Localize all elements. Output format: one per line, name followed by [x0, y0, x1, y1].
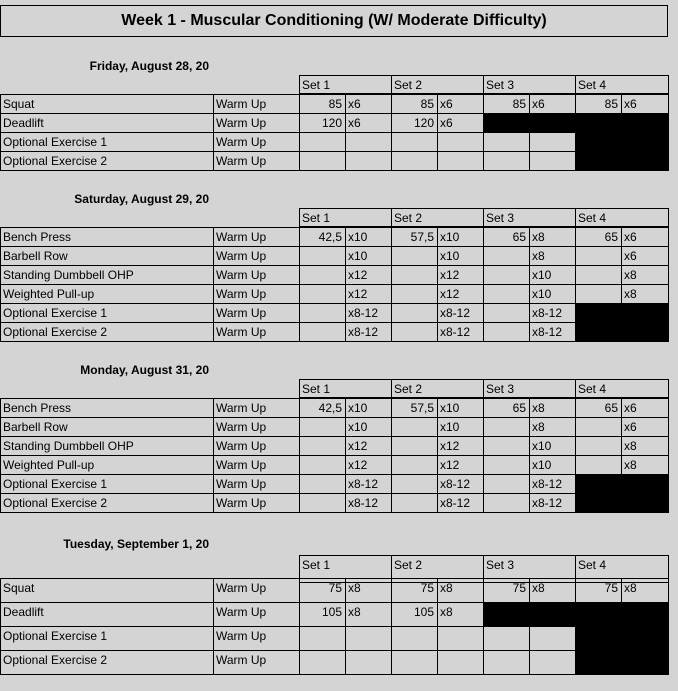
weight-cell[interactable] — [575, 455, 622, 475]
reps-cell[interactable]: x8-12 — [529, 493, 576, 513]
warm-up-cell[interactable]: Warm Up — [213, 151, 300, 171]
reps-cell[interactable]: x8 — [529, 246, 576, 266]
exercise-name[interactable]: Optional Exercise 2 — [0, 322, 214, 342]
weight-cell[interactable]: 120 — [391, 113, 438, 133]
weight-cell[interactable] — [299, 132, 346, 152]
exercise-name[interactable]: Optional Exercise 1 — [0, 132, 214, 152]
reps-cell[interactable] — [529, 626, 576, 651]
weight-cell[interactable] — [299, 455, 346, 475]
blocked-cell — [575, 322, 669, 342]
weight-cell[interactable] — [299, 474, 346, 494]
weight-cell[interactable] — [483, 132, 530, 152]
reps-cell[interactable]: x8-12 — [345, 493, 392, 513]
reps-cell[interactable]: x10 — [345, 227, 392, 247]
weight-cell[interactable]: 105 — [299, 602, 346, 627]
weight-cell[interactable]: 120 — [299, 113, 346, 133]
day-label: Tuesday, September 1, 20 — [63, 537, 209, 551]
weight-cell[interactable] — [299, 436, 346, 456]
blocked-cell — [575, 650, 669, 675]
reps-cell[interactable] — [437, 151, 484, 171]
reps-cell[interactable]: x10 — [437, 417, 484, 437]
weight-cell[interactable] — [575, 417, 622, 437]
warm-up-cell[interactable]: Warm Up — [213, 436, 300, 456]
warm-up-cell[interactable]: Warm Up — [213, 493, 300, 513]
weight-cell[interactable] — [483, 303, 530, 323]
weight-cell[interactable] — [483, 436, 530, 456]
weight-cell[interactable] — [299, 303, 346, 323]
reps-cell[interactable] — [345, 626, 392, 651]
weight-cell[interactable]: 65 — [483, 398, 530, 418]
weight-cell[interactable] — [299, 626, 346, 651]
reps-cell[interactable]: x6 — [621, 227, 669, 247]
reps-cell[interactable]: x8-12 — [437, 322, 484, 342]
blocked-cell — [575, 602, 669, 627]
weight-cell[interactable]: 75 — [391, 578, 438, 603]
exercise-name[interactable]: Barbell Row — [0, 246, 214, 266]
reps-cell[interactable] — [437, 132, 484, 152]
exercise-name[interactable]: Optional Exercise 1 — [0, 303, 214, 323]
weight-cell[interactable]: 65 — [575, 398, 622, 418]
reps-cell[interactable]: x12 — [345, 265, 392, 285]
weight-cell[interactable]: 85 — [575, 94, 622, 114]
blocked-cell — [575, 303, 669, 323]
weight-cell[interactable]: 42,5 — [299, 398, 346, 418]
reps-cell[interactable]: x8-12 — [437, 303, 484, 323]
blocked-cell — [575, 626, 669, 651]
reps-cell[interactable]: x12 — [437, 455, 484, 475]
reps-cell[interactable]: x12 — [345, 455, 392, 475]
weight-cell[interactable] — [483, 246, 530, 266]
exercise-name[interactable]: Weighted Pull-up — [0, 284, 214, 304]
blocked-cell — [575, 474, 669, 494]
reps-cell[interactable] — [437, 650, 484, 675]
set-header: Set 4 — [575, 555, 669, 583]
reps-cell[interactable]: x10 — [529, 436, 576, 456]
day-label: Friday, August 28, 20 — [89, 59, 209, 73]
weight-cell[interactable]: 65 — [483, 227, 530, 247]
weight-cell[interactable] — [575, 246, 622, 266]
set-header: Set 1 — [299, 75, 392, 94]
weight-cell[interactable]: 75 — [575, 578, 622, 603]
blocked-cell — [575, 493, 669, 513]
reps-cell[interactable]: x8 — [621, 578, 669, 603]
reps-cell[interactable]: x8 — [621, 436, 669, 456]
weight-cell[interactable] — [299, 493, 346, 513]
reps-cell[interactable]: x6 — [621, 246, 669, 266]
set-header: Set 2 — [391, 208, 484, 227]
blocked-cell — [575, 113, 669, 133]
reps-cell[interactable]: x6 — [345, 113, 392, 133]
reps-cell[interactable] — [529, 151, 576, 171]
weight-cell[interactable] — [299, 650, 346, 675]
weight-cell[interactable]: 42,5 — [299, 227, 346, 247]
exercise-name[interactable]: Optional Exercise 2 — [0, 650, 214, 675]
weight-cell[interactable] — [391, 322, 438, 342]
warm-up-cell[interactable]: Warm Up — [213, 246, 300, 266]
reps-cell[interactable] — [529, 132, 576, 152]
reps-cell[interactable] — [437, 626, 484, 651]
warm-up-cell[interactable]: Warm Up — [213, 626, 300, 651]
reps-cell[interactable]: x12 — [437, 436, 484, 456]
reps-cell[interactable]: x12 — [345, 284, 392, 304]
set-header: Set 1 — [299, 555, 392, 583]
blocked-cell — [483, 113, 576, 133]
weight-cell[interactable] — [483, 493, 530, 513]
weight-cell[interactable] — [299, 322, 346, 342]
warm-up-cell[interactable]: Warm Up — [213, 265, 300, 285]
exercise-name[interactable]: Standing Dumbbell OHP — [0, 265, 214, 285]
weight-cell[interactable]: 75 — [299, 578, 346, 603]
reps-cell[interactable]: x8 — [529, 398, 576, 418]
reps-cell[interactable]: x10 — [437, 227, 484, 247]
weight-cell[interactable] — [483, 322, 530, 342]
weight-cell[interactable] — [483, 151, 530, 171]
reps-cell[interactable]: x6 — [437, 94, 484, 114]
weight-cell[interactable] — [575, 284, 622, 304]
weight-cell[interactable] — [299, 151, 346, 171]
weight-cell[interactable]: 75 — [483, 578, 530, 603]
set-header: Set 1 — [299, 379, 392, 398]
weight-cell[interactable]: 57,5 — [391, 227, 438, 247]
reps-cell[interactable]: x8-12 — [437, 493, 484, 513]
exercise-name[interactable]: Weighted Pull-up — [0, 455, 214, 475]
weight-cell[interactable]: 85 — [391, 94, 438, 114]
exercise-name[interactable]: Bench Press — [0, 398, 214, 418]
exercise-name[interactable]: Optional Exercise 2 — [0, 493, 214, 513]
weight-cell[interactable] — [391, 246, 438, 266]
reps-cell[interactable] — [345, 650, 392, 675]
set-header: Set 3 — [483, 555, 576, 583]
reps-cell[interactable]: x8-12 — [345, 474, 392, 494]
weight-cell[interactable] — [391, 284, 438, 304]
warm-up-cell[interactable]: Warm Up — [213, 455, 300, 475]
set-header: Set 4 — [575, 75, 669, 94]
reps-cell[interactable]: x6 — [437, 113, 484, 133]
weight-cell[interactable] — [391, 151, 438, 171]
reps-cell[interactable]: x6 — [621, 398, 669, 418]
exercise-name[interactable]: Squat — [0, 578, 214, 603]
weight-cell[interactable] — [483, 417, 530, 437]
reps-cell[interactable]: x6 — [529, 94, 576, 114]
reps-cell[interactable]: x8 — [529, 227, 576, 247]
exercise-name[interactable]: Optional Exercise 1 — [0, 626, 214, 651]
reps-cell[interactable]: x8-12 — [529, 322, 576, 342]
set-header: Set 2 — [391, 75, 484, 94]
warm-up-cell[interactable]: Warm Up — [213, 284, 300, 304]
weight-cell[interactable] — [299, 284, 346, 304]
warm-up-cell[interactable]: Warm Up — [213, 322, 300, 342]
reps-cell[interactable]: x8 — [621, 284, 669, 304]
exercise-name[interactable]: Deadlift — [0, 602, 214, 627]
reps-cell[interactable]: x8-12 — [437, 474, 484, 494]
set-header: Set 2 — [391, 555, 484, 583]
reps-cell[interactable]: x10 — [529, 284, 576, 304]
warm-up-cell[interactable]: Warm Up — [213, 132, 300, 152]
reps-cell[interactable]: x8 — [437, 578, 484, 603]
reps-cell[interactable] — [345, 151, 392, 171]
set-header: Set 3 — [483, 379, 576, 398]
set-header: Set 3 — [483, 208, 576, 227]
warm-up-cell[interactable]: Warm Up — [213, 650, 300, 675]
reps-cell[interactable]: x8 — [437, 602, 484, 627]
weight-cell[interactable] — [483, 455, 530, 475]
reps-cell[interactable]: x6 — [345, 94, 392, 114]
reps-cell[interactable]: x8 — [345, 578, 392, 603]
reps-cell[interactable]: x8 — [621, 455, 669, 475]
reps-cell[interactable]: x12 — [345, 436, 392, 456]
reps-cell[interactable]: x8-12 — [345, 322, 392, 342]
page-title[interactable]: Week 1 - Muscular Conditioning (W/ Moderate Difficulty) — [0, 5, 668, 37]
set-header: Set 3 — [483, 75, 576, 94]
reps-cell[interactable]: x8-12 — [529, 303, 576, 323]
exercise-name[interactable]: Deadlift — [0, 113, 214, 133]
exercise-name[interactable]: Standing Dumbbell OHP — [0, 436, 214, 456]
reps-cell[interactable]: x8 — [529, 578, 576, 603]
weight-cell[interactable]: 65 — [575, 227, 622, 247]
exercise-name[interactable]: Optional Exercise 2 — [0, 151, 214, 171]
weight-cell[interactable] — [483, 284, 530, 304]
day-label: Monday, August 31, 20 — [80, 363, 209, 377]
weight-cell[interactable] — [391, 650, 438, 675]
reps-cell[interactable]: x10 — [345, 398, 392, 418]
weight-cell[interactable]: 57,5 — [391, 398, 438, 418]
set-header: Set 2 — [391, 379, 484, 398]
exercise-name[interactable]: Bench Press — [0, 227, 214, 247]
blocked-cell — [575, 132, 669, 152]
warm-up-cell[interactable]: Warm Up — [213, 94, 300, 114]
weight-cell[interactable] — [575, 436, 622, 456]
reps-cell[interactable]: x8 — [345, 602, 392, 627]
weight-cell[interactable] — [483, 650, 530, 675]
weight-cell[interactable] — [391, 417, 438, 437]
reps-cell[interactable]: x8-12 — [345, 303, 392, 323]
reps-cell[interactable]: x10 — [345, 417, 392, 437]
day-label: Saturday, August 29, 20 — [74, 192, 209, 206]
weight-cell[interactable] — [299, 265, 346, 285]
reps-cell[interactable]: x10 — [437, 398, 484, 418]
reps-cell[interactable]: x8 — [621, 265, 669, 285]
weight-cell[interactable] — [483, 626, 530, 651]
reps-cell[interactable] — [529, 650, 576, 675]
warm-up-cell[interactable]: Warm Up — [213, 113, 300, 133]
reps-cell[interactable]: x12 — [437, 265, 484, 285]
weight-cell[interactable] — [391, 436, 438, 456]
warm-up-cell[interactable]: Warm Up — [213, 227, 300, 247]
weight-cell[interactable] — [391, 303, 438, 323]
blocked-cell — [575, 151, 669, 171]
weight-cell[interactable] — [299, 246, 346, 266]
reps-cell[interactable] — [345, 132, 392, 152]
warm-up-cell[interactable]: Warm Up — [213, 398, 300, 418]
weight-cell[interactable] — [483, 474, 530, 494]
weight-cell[interactable]: 85 — [299, 94, 346, 114]
reps-cell[interactable]: x6 — [621, 94, 669, 114]
warm-up-cell[interactable]: Warm Up — [213, 474, 300, 494]
reps-cell[interactable]: x10 — [345, 246, 392, 266]
blocked-cell — [483, 602, 576, 627]
weight-cell[interactable] — [391, 493, 438, 513]
warm-up-cell[interactable]: Warm Up — [213, 303, 300, 323]
reps-cell[interactable]: x12 — [437, 284, 484, 304]
exercise-name[interactable]: Optional Exercise 1 — [0, 474, 214, 494]
reps-cell[interactable]: x10 — [437, 246, 484, 266]
warm-up-cell[interactable]: Warm Up — [213, 602, 300, 627]
reps-cell[interactable]: x10 — [529, 455, 576, 475]
weight-cell[interactable]: 85 — [483, 94, 530, 114]
weight-cell[interactable] — [391, 265, 438, 285]
exercise-name[interactable]: Barbell Row — [0, 417, 214, 437]
reps-cell[interactable]: x8 — [529, 417, 576, 437]
warm-up-cell[interactable]: Warm Up — [213, 417, 300, 437]
reps-cell[interactable]: x10 — [529, 265, 576, 285]
exercise-name[interactable]: Squat — [0, 94, 214, 114]
weight-cell[interactable]: 105 — [391, 602, 438, 627]
set-header: Set 4 — [575, 379, 669, 398]
weight-cell[interactable] — [299, 417, 346, 437]
weight-cell[interactable] — [391, 474, 438, 494]
weight-cell[interactable] — [391, 626, 438, 651]
set-header: Set 4 — [575, 208, 669, 227]
reps-cell[interactable]: x8-12 — [529, 474, 576, 494]
weight-cell[interactable] — [391, 132, 438, 152]
weight-cell[interactable] — [483, 265, 530, 285]
weight-cell[interactable] — [391, 455, 438, 475]
weight-cell[interactable] — [575, 265, 622, 285]
warm-up-cell[interactable]: Warm Up — [213, 578, 300, 603]
reps-cell[interactable]: x6 — [621, 417, 669, 437]
set-header: Set 1 — [299, 208, 392, 227]
